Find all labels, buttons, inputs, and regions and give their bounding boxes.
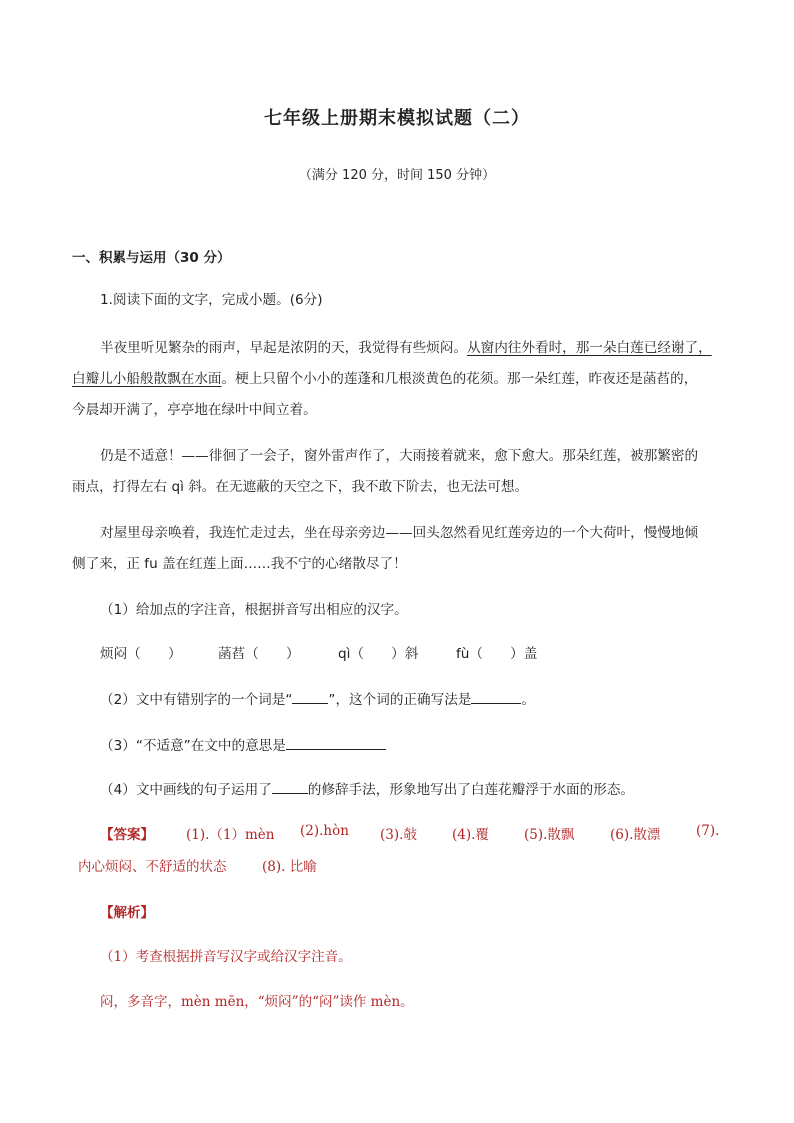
- question-text: （3）“不适意”在文中的意思是: [100, 738, 286, 754]
- page-subtitle: （满分 120 分，时间 150 分钟）: [298, 168, 496, 183]
- question-text: 的修辞手法，形象地写出了白莲花瓣浮于水面的形态。: [307, 782, 635, 798]
- answer-blank[interactable]: [286, 737, 386, 750]
- answer-item: (3).敧: [380, 827, 417, 843]
- paragraph-text: 半夜里听见繁杂的雨声，早起是浓阴的天，我觉得有些烦闷。: [100, 340, 468, 356]
- paragraph-text: 。梗上只留个小小的莲蓬和几根淡黄色的花须。那一朵红莲，昨夜还是菡萏的，: [221, 371, 698, 387]
- analysis-text: 闷，多音字，mèn mēn，“烦闷”的“闷”读作 mèn。: [100, 994, 414, 1010]
- answer-item: (2).hòn: [300, 823, 349, 839]
- sub-question-4: [100, 778, 634, 798]
- paragraph-3-line-2: 侧了来，正 fu 盖在红莲上面……我不宁的心绪散尽了！: [72, 556, 407, 572]
- paragraph-1-line-3: 今晨却开满了，亭亭地在绿叶中间立着。: [72, 402, 317, 418]
- question-text: （4）文中画线的句子运用了: [100, 782, 272, 798]
- answer-item: (4).覆: [452, 827, 489, 843]
- question-text: ”，这个词的正确写法是: [328, 692, 472, 708]
- question-text: （2）文中有错别字的一个词是“: [100, 692, 293, 708]
- analysis-label: 【解析】: [100, 905, 154, 921]
- section-heading: 一、积累与运用（30 分）: [72, 250, 231, 266]
- answer-blank[interactable]: [471, 691, 521, 704]
- answer-blank[interactable]: [272, 781, 308, 794]
- answer-blank[interactable]: [292, 691, 328, 704]
- paragraph-1-line-2: [72, 367, 697, 387]
- question-intro: 1.阅读下面的文字，完成小题。(6分): [100, 292, 323, 308]
- underlined-sentence: 从窗内往外看时，那一朵白莲已经谢了，: [467, 340, 712, 356]
- sub-question-2: [100, 688, 535, 708]
- answer-label: 【答案】: [100, 827, 154, 843]
- paragraph-2-line-1: 仍是不适意！——徘徊了一会子，窗外雷声作了，大雨接着就来，愈下愈大。那朵红莲，被那繁密的: [100, 448, 699, 464]
- sub-question-3: [100, 734, 386, 754]
- pinyin-item: fù（ ）盖: [456, 646, 538, 662]
- page-title: 七年级上册期末模拟试题（二）: [264, 108, 530, 129]
- question-text: 。: [521, 692, 535, 708]
- underlined-sentence: 白瓣儿小船般散飘在水面: [72, 371, 222, 387]
- pinyin-item: 烦闷（ ）: [100, 646, 182, 662]
- paragraph-3-line-1: 对屋里母亲唤着，我连忙走过去，坐在母亲旁边——回头忽然看见红莲旁边的一个大荷叶，慢慢地倾: [100, 525, 699, 541]
- answer-item: 内心烦闷、不舒适的状态: [78, 859, 227, 875]
- answer-item: (8). 比喻: [262, 859, 317, 875]
- sub-question-1: （1）给加点的字注音，根据拼音写出相应的汉字。: [100, 602, 408, 618]
- pinyin-item: 菡萏（ ）: [218, 646, 300, 662]
- answer-item: (5).散飘: [524, 827, 575, 843]
- answer-item: (6).散漂: [610, 827, 661, 843]
- paragraph-1-line-1: [100, 336, 712, 356]
- paragraph-2-line-2: 雨点，打得左右 qì 斜。在无遮蔽的天空之下，我不敢下阶去，也无法可想。: [72, 479, 529, 495]
- answer-item: (7).: [696, 823, 720, 839]
- pinyin-item: qì（ ）斜: [338, 646, 419, 662]
- analysis-text: （1）考查根据拼音写汉字或给汉字注音。: [100, 949, 352, 965]
- answer-item: (1).（1）mèn: [186, 827, 275, 843]
